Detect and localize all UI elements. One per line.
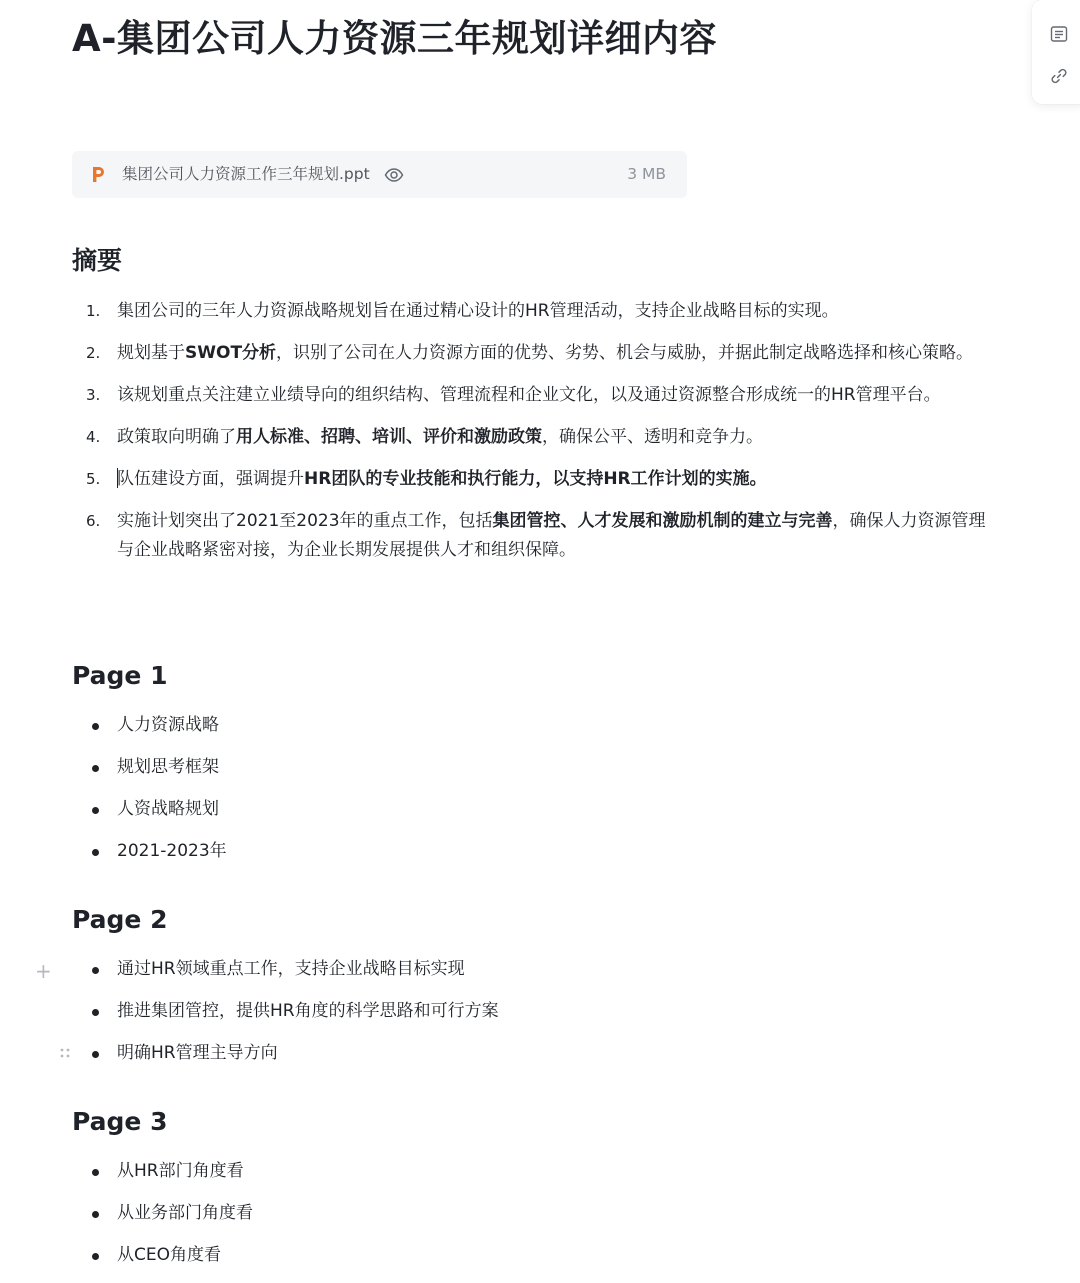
list-item [72,837,1002,866]
list-item [72,955,1002,984]
item-text: ，确保人力资源管理与企业战略紧密对接，为企业长期发展提供人才和组织保障。 [117,511,986,560]
list-item [72,465,1002,494]
list-item [72,381,1002,410]
item-text: 明确HR管理主导方向 [117,1043,278,1063]
list-number: 4. [86,428,101,446]
list-item [72,423,1002,452]
bullet-icon [92,1253,99,1260]
list-number: 2. [86,344,101,362]
item-bold-text: SWOT分析 [185,343,277,363]
eye-icon[interactable] [384,165,404,185]
list-number: 3. [86,386,101,404]
attachment-filename[interactable]: 集团公司人力资源工作三年规划.ppt [122,165,370,183]
item-text: 从HR部门角度看 [117,1161,244,1181]
link-icon[interactable] [1047,64,1071,88]
item-text: 规划基于 [117,343,185,363]
bullet-icon [92,1169,99,1176]
page1-heading: Page 1 [72,661,168,690]
list-item [72,507,1002,565]
attachment-card[interactable] [72,151,687,198]
list-item [72,711,1002,740]
right-toolbar [1032,0,1080,104]
page1-list [72,711,1002,879]
bullet-icon [92,1009,99,1016]
item-text: ，确保公平、透明和竞争力。 [542,427,763,447]
list-number: 5. [86,470,101,488]
item-text: 该规划重点关注建立业绩导向的组织结构、管理流程和企业文化，以及通过资源整合形成统一的HR管理平台。 [117,385,941,405]
item-text: ，识别了公司在人力资源方面的优势、劣势、机会与威胁，并据此制定战略选择和核心策略。 [276,343,974,363]
item-bold-text: HR团队的专业技能和执行能力，以支持HR工作计划的实施。 [304,469,767,489]
list-item [72,339,1002,368]
summary-list [72,297,1002,578]
list-item [72,1199,1002,1228]
bullet-icon [92,807,99,814]
item-text: 集团公司的三年人力资源战略规划旨在通过精心设计的HR管理活动，支持企业战略目标的实现。 [117,301,839,321]
bullet-icon [92,1211,99,1218]
item-text: 通过HR领域重点工作，支持企业战略目标实现 [117,959,465,979]
list-number: 1. [86,302,101,320]
summary-heading: 摘要 [72,246,123,275]
item-text: 政策取向明确了 [117,427,236,447]
list-item [72,297,1002,326]
item-text: 从CEO角度看 [117,1245,221,1265]
list-item [72,1157,1002,1186]
bullet-icon [92,765,99,772]
page3-list [72,1157,1002,1283]
bullet-icon [92,849,99,856]
item-text: 人力资源战略 [117,715,219,735]
list-item [72,795,1002,824]
page2-list [72,955,1002,1081]
item-text: 实施计划突出了2021至2023年的重点工作，包括 [117,511,493,531]
list-item [72,997,1002,1026]
page3-heading: Page 3 [72,1107,168,1136]
page2-heading: Page 2 [72,905,168,934]
item-text: 推进集团管控，提供HR角度的科学思路和可行方案 [117,1001,499,1021]
item-bold-text: 用人标准、招聘、培训、评价和激励政策 [236,427,542,447]
list-item [72,753,1002,782]
drag-handle-icon[interactable] [59,1046,71,1066]
outline-icon[interactable] [1047,22,1071,46]
item-text: 2021-2023年 [117,841,227,861]
attachment-size: 3 MB [627,165,666,183]
ppt-file-icon [88,164,108,184]
list-item [72,1241,1002,1270]
bullet-icon [92,1051,99,1058]
list-number: 6. [86,512,101,530]
list-item [72,1039,1002,1068]
item-text: 从业务部门角度看 [117,1203,253,1223]
item-text: 人资战略规划 [117,799,219,819]
item-text: 规划思考框架 [117,757,219,777]
page-title: A-集团公司人力资源三年规划详细内容 [72,17,717,60]
plus-icon[interactable]: + [35,959,52,983]
bullet-icon [92,723,99,730]
bullet-icon [92,967,99,974]
item-text[interactable]: 队伍建设方面，强调提升 [117,469,304,489]
item-bold-text: 集团管控、人才发展和激励机制的建立与完善 [492,511,833,531]
